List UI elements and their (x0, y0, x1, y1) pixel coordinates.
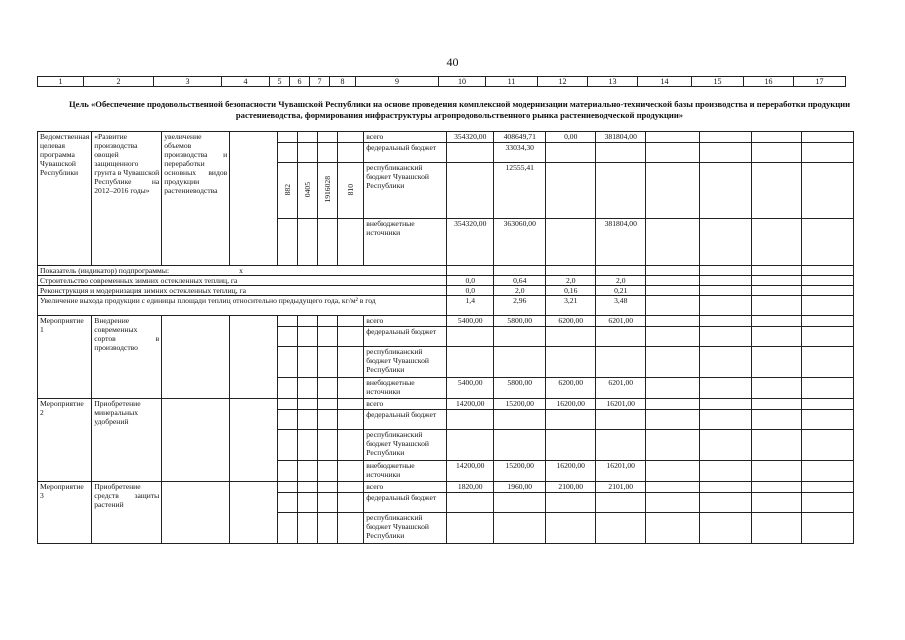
kbk-rz-code: 0405 (303, 181, 313, 198)
funding-source: внебюджетные источники (364, 219, 447, 266)
table-row (38, 286, 854, 296)
value-2012: 5400,00 (447, 378, 494, 399)
funding-source: федеральный бюджет (364, 143, 447, 163)
value-2012: 14200,00 (447, 399, 494, 410)
funding-source: республиканский бюджет Чувашской Республики (364, 347, 447, 378)
value-2014: 6200,00 (546, 316, 596, 327)
value-2014 (546, 327, 596, 347)
empty-cell (298, 132, 318, 143)
header-col-13: 13 (588, 77, 638, 87)
value-2012 (447, 143, 494, 163)
empty-cell (230, 399, 278, 482)
empty-cell (338, 143, 364, 163)
funding-source: республиканский бюджет Чувашской Республики (364, 163, 447, 219)
header-col-11: 11 (486, 77, 538, 87)
value-2012: 5400,00 (447, 316, 494, 327)
empty-cell (338, 132, 364, 143)
value-2015 (596, 430, 646, 461)
value-2012 (447, 410, 494, 430)
value-2014 (546, 219, 596, 266)
table-row (38, 266, 854, 276)
empty-cell (230, 132, 278, 266)
value-2014 (546, 430, 596, 461)
header-col-7: 7 (310, 77, 330, 87)
header-col-16: 16 (744, 77, 794, 87)
value-2015: 16201,00 (596, 399, 646, 410)
value-2014: 2,0 (546, 276, 596, 286)
value-2014 (546, 347, 596, 378)
measure-name: Приобретение средств защиты растений (92, 482, 162, 544)
value-2013: 2,0 (494, 286, 546, 296)
header-col-15: 15 (692, 77, 744, 87)
value-2013 (494, 327, 546, 347)
value-2015 (596, 513, 646, 544)
funding-source: федеральный бюджет (364, 410, 447, 430)
value-2014: 0,00 (546, 132, 596, 143)
program-name-cell: «Развитие производства овощей защищенного грунта в Чувашской Республике на 2012–2016 годы» (92, 132, 162, 266)
value-2013 (494, 430, 546, 461)
value-2012 (447, 347, 494, 378)
header-col-10: 10 (439, 77, 486, 87)
value-2013: 5800,00 (494, 378, 546, 399)
table-row (38, 132, 854, 143)
value-2013: 12555,41 (494, 163, 546, 219)
value-2012: 0,0 (447, 286, 494, 296)
value-2013 (494, 493, 546, 513)
value-2015: 6201,00 (596, 316, 646, 327)
header-col-6: 6 (290, 77, 310, 87)
empty-cell (162, 399, 230, 482)
value-2013: 408649,71 (494, 132, 546, 143)
header-col-5: 5 (270, 77, 290, 87)
header-col-4: 4 (222, 77, 270, 87)
empty-cell (162, 316, 230, 399)
value-2015 (596, 327, 646, 347)
kbk-gr-code: 882 (283, 183, 293, 196)
value-2012 (447, 493, 494, 513)
empty-cell (278, 143, 298, 163)
value-2013: 15200,00 (494, 399, 546, 410)
value-2012 (447, 163, 494, 219)
empty-cell (230, 482, 278, 544)
funding-source: всего (364, 482, 447, 493)
value-2015: 0,21 (596, 286, 646, 296)
header-col-12: 12 (538, 77, 588, 87)
indicator-label: Реконструкция и модернизация зимних остекленных теплиц, га (38, 286, 447, 296)
table-row (38, 276, 854, 286)
empty-cell (278, 132, 298, 143)
empty-cell (318, 219, 338, 266)
measure-name: Приобретение минеральных удобрений (92, 399, 162, 482)
value-2013 (494, 410, 546, 430)
table-row (38, 296, 854, 316)
value-2013: 33034,30 (494, 143, 546, 163)
value-2015: 381804,00 (596, 132, 646, 143)
value-2014 (546, 143, 596, 163)
page-number: 40 (446, 55, 459, 69)
value-2015: 2,0 (596, 276, 646, 286)
funding-source: внебюджетные источники (364, 378, 447, 399)
value-2012 (447, 513, 494, 544)
value-2015: 6201,00 (596, 378, 646, 399)
value-2015 (596, 493, 646, 513)
value-2014 (546, 163, 596, 219)
table-row (38, 399, 854, 410)
empty-cell (278, 219, 298, 266)
kbk-code-cell (278, 163, 298, 219)
kbk-code-cell (338, 163, 364, 219)
indicator-label: Увеличение выхода продукции с единицы площади теплиц относительно предыдущего года, кг/м² в год (38, 296, 447, 316)
value-2015: 16201,00 (596, 461, 646, 482)
funding-source: всего (364, 316, 447, 327)
value-2012 (447, 327, 494, 347)
value-2015: 3,48 (596, 296, 646, 316)
value-2013: 5800,00 (494, 316, 546, 327)
value-2012: 354320,00 (447, 132, 494, 143)
funding-source: федеральный бюджет (364, 493, 447, 513)
value-2014: 0,16 (546, 286, 596, 296)
value-2012: 1,4 (447, 296, 494, 316)
value-2014: 16200,00 (546, 399, 596, 410)
funding-source: внебюджетные источники (364, 461, 447, 482)
value-2013 (494, 347, 546, 378)
value-2013: 363060,00 (494, 219, 546, 266)
kbk-csr-code: 1916028 (323, 176, 333, 203)
funding-source: всего (364, 132, 447, 143)
kbk-vr-code: 810 (346, 183, 356, 196)
empty-cell (298, 143, 318, 163)
value-2015 (596, 143, 646, 163)
indicator-title: Показатель (индикатор) подпрограммы: х (38, 266, 447, 276)
empty-cell (318, 143, 338, 163)
program-table (37, 131, 854, 544)
table-row (38, 316, 854, 327)
header-col-3: 3 (154, 77, 222, 87)
header-col-14: 14 (638, 77, 692, 87)
value-2014 (546, 410, 596, 430)
program-type-cell: Ведомственная целевая программа Чувашской Республики (38, 132, 92, 266)
value-2015: 381804,00 (596, 219, 646, 266)
value-2012: 14200,00 (447, 461, 494, 482)
value-2014: 2100,00 (546, 482, 596, 493)
header-col-17: 17 (794, 77, 846, 87)
value-2014: 3,21 (546, 296, 596, 316)
value-2012: 0,0 (447, 276, 494, 286)
indicator-mark: х (239, 266, 243, 275)
value-2014 (546, 493, 596, 513)
value-2015 (596, 163, 646, 219)
funding-source: всего (364, 399, 447, 410)
value-2013: 15200,00 (494, 461, 546, 482)
value-2015: 2101,00 (596, 482, 646, 493)
measure-label: Мероприятие 3 (38, 482, 92, 544)
value-2015 (596, 410, 646, 430)
column-number-header (37, 76, 846, 87)
measure-label: Мероприятие 2 (38, 399, 92, 482)
funding-source: республиканский бюджет Чувашской Республики (364, 430, 447, 461)
table-row (38, 482, 854, 493)
header-col-8: 8 (330, 77, 356, 87)
value-2014: 16200,00 (546, 461, 596, 482)
value-2014: 6200,00 (546, 378, 596, 399)
program-goal-cell: увеличение объемов производства и переработки основных видов продукции растениеводства (162, 132, 230, 266)
empty-cell (230, 316, 278, 399)
header-col-2: 2 (84, 77, 154, 87)
value-2014 (546, 513, 596, 544)
value-2015 (596, 347, 646, 378)
indicator-label: Строительство современных зимних остекленных теплиц, га (38, 276, 447, 286)
kbk-code-cell (298, 163, 318, 219)
value-2012 (447, 430, 494, 461)
empty-cell (338, 219, 364, 266)
measure-label: Мероприятие 1 (38, 316, 92, 399)
empty-cell (298, 219, 318, 266)
value-2013 (494, 513, 546, 544)
measure-name: Внедрение современных сортов в производство (92, 316, 162, 399)
funding-source: федеральный бюджет (364, 327, 447, 347)
goal-heading: Цель «Обеспечение продовольственной безопасности Чувашской Республики на основе проведения комплексной модернизации материально-технической базы производства и переработки продукции растениеводства, формирования инфраструктуры агропродовольственного рынка растениеводческой продукции» (68, 99, 851, 120)
value-2013: 1960,00 (494, 482, 546, 493)
empty-cell (162, 482, 230, 544)
header-col-1: 1 (38, 77, 84, 87)
empty-cell (318, 132, 338, 143)
value-2012: 354320,00 (447, 219, 494, 266)
value-2013: 2,96 (494, 296, 546, 316)
header-col-9: 9 (356, 77, 439, 87)
funding-source: республиканский бюджет Чувашской Республики (364, 513, 447, 544)
value-2012: 1820,00 (447, 482, 494, 493)
value-2013: 0,64 (494, 276, 546, 286)
kbk-code-cell (318, 163, 338, 219)
